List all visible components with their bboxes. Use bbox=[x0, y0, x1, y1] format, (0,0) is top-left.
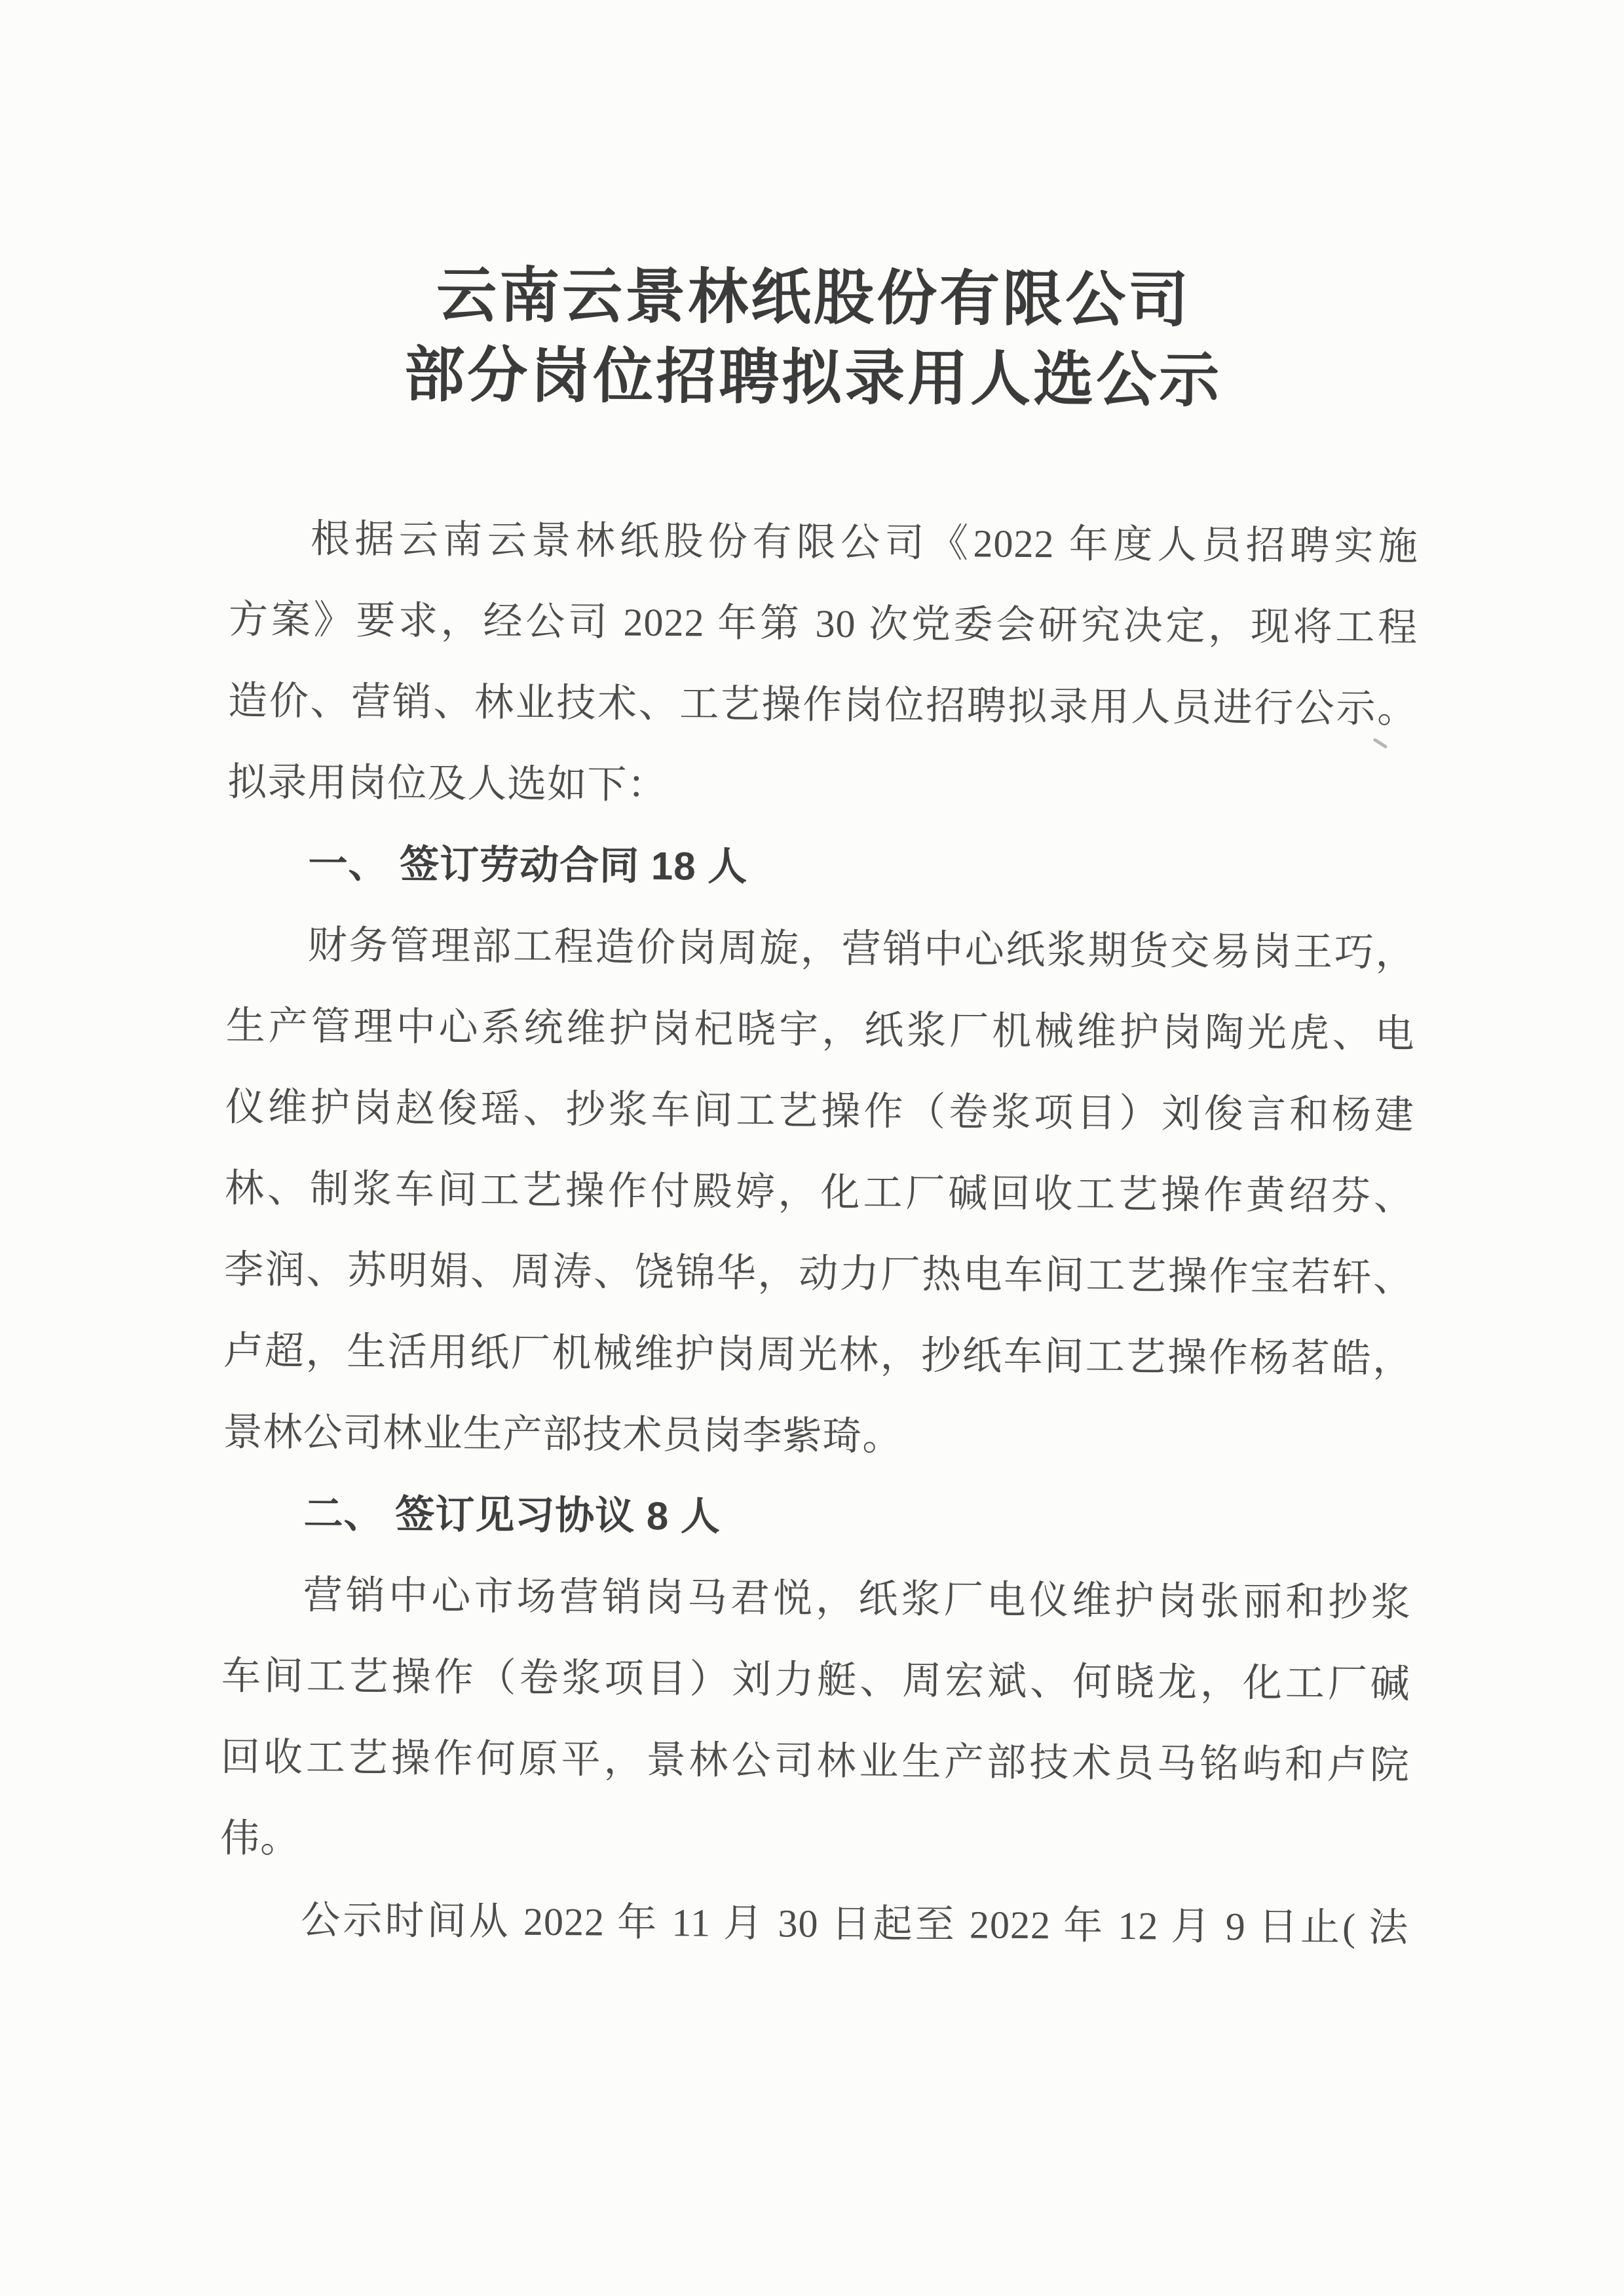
text-line: 伟。 bbox=[219, 1816, 301, 1861]
text-line: 根据云南云景林纸股份有限公司《2022 年度人员招聘实施 bbox=[310, 517, 1419, 569]
text-line: 仪维护岗赵俊瑶、抄浆车间工艺操作（卷浆项目）刘俊言和杨建 bbox=[225, 1085, 1415, 1138]
section-heading: 二、 签订见习协议 8 人 bbox=[303, 1491, 721, 1539]
title-line-2: 部分岗位招聘拟录用人选公示 bbox=[404, 341, 1222, 415]
title-line-1: 云南云景林纸股份有限公司 bbox=[436, 261, 1192, 334]
text-line: 公示时间从 2022 年 11 月 30 日起至 2022 年 12 月 9 日止( 法 bbox=[301, 1898, 1409, 1950]
text-line: 景林公司林业生产部技术员岗李紫琦。 bbox=[223, 1410, 903, 1459]
document-title bbox=[1, 252, 1624, 423]
text-line: 造价、营销、林业技术、工艺操作岗位招聘拟录用人员进行公示。 bbox=[228, 679, 1418, 731]
text-line: 财务管理部工程造价岗周旋，营销中心纸浆期货交易岗王巧， bbox=[307, 923, 1416, 975]
text-line: 卢超，生活用纸厂机械维护岗周光林，抄纸车间工艺操作杨茗皓， bbox=[223, 1329, 1413, 1381]
document-body bbox=[219, 498, 1419, 1969]
text-line: 林、制浆车间工艺操作付殿婷，化工厂碱回收工艺操作黄绍芬、 bbox=[224, 1166, 1414, 1219]
text-line: 李润、苏明娟、周涛、饶锦华，动力厂热电车间工艺操作宝若轩、 bbox=[223, 1248, 1414, 1300]
text-line: 回收工艺操作何原平，景林公司林业生产部技术员马铭屿和卢院 bbox=[220, 1735, 1410, 1788]
text-line: 营销中心市场营销岗马君悦，纸浆厂电仪维护岗张丽和抄浆 bbox=[303, 1573, 1411, 1625]
section-heading: 一、 签订劳动合同 18 人 bbox=[308, 841, 748, 889]
text-line: 车间工艺操作（卷浆项目）刘力艇、周宏斌、何晓龙，化工厂碱 bbox=[221, 1654, 1411, 1706]
text-line: 生产管理中心系统维护岗杞晓宇，纸浆厂机械维护岗陶光虎、电 bbox=[225, 1004, 1415, 1056]
text-line: 方案》要求，经公司 2022 年第 30 次党委会研究决定，现将工程 bbox=[228, 598, 1418, 650]
text-line: 拟录用岗位及人选如下： bbox=[227, 760, 668, 807]
